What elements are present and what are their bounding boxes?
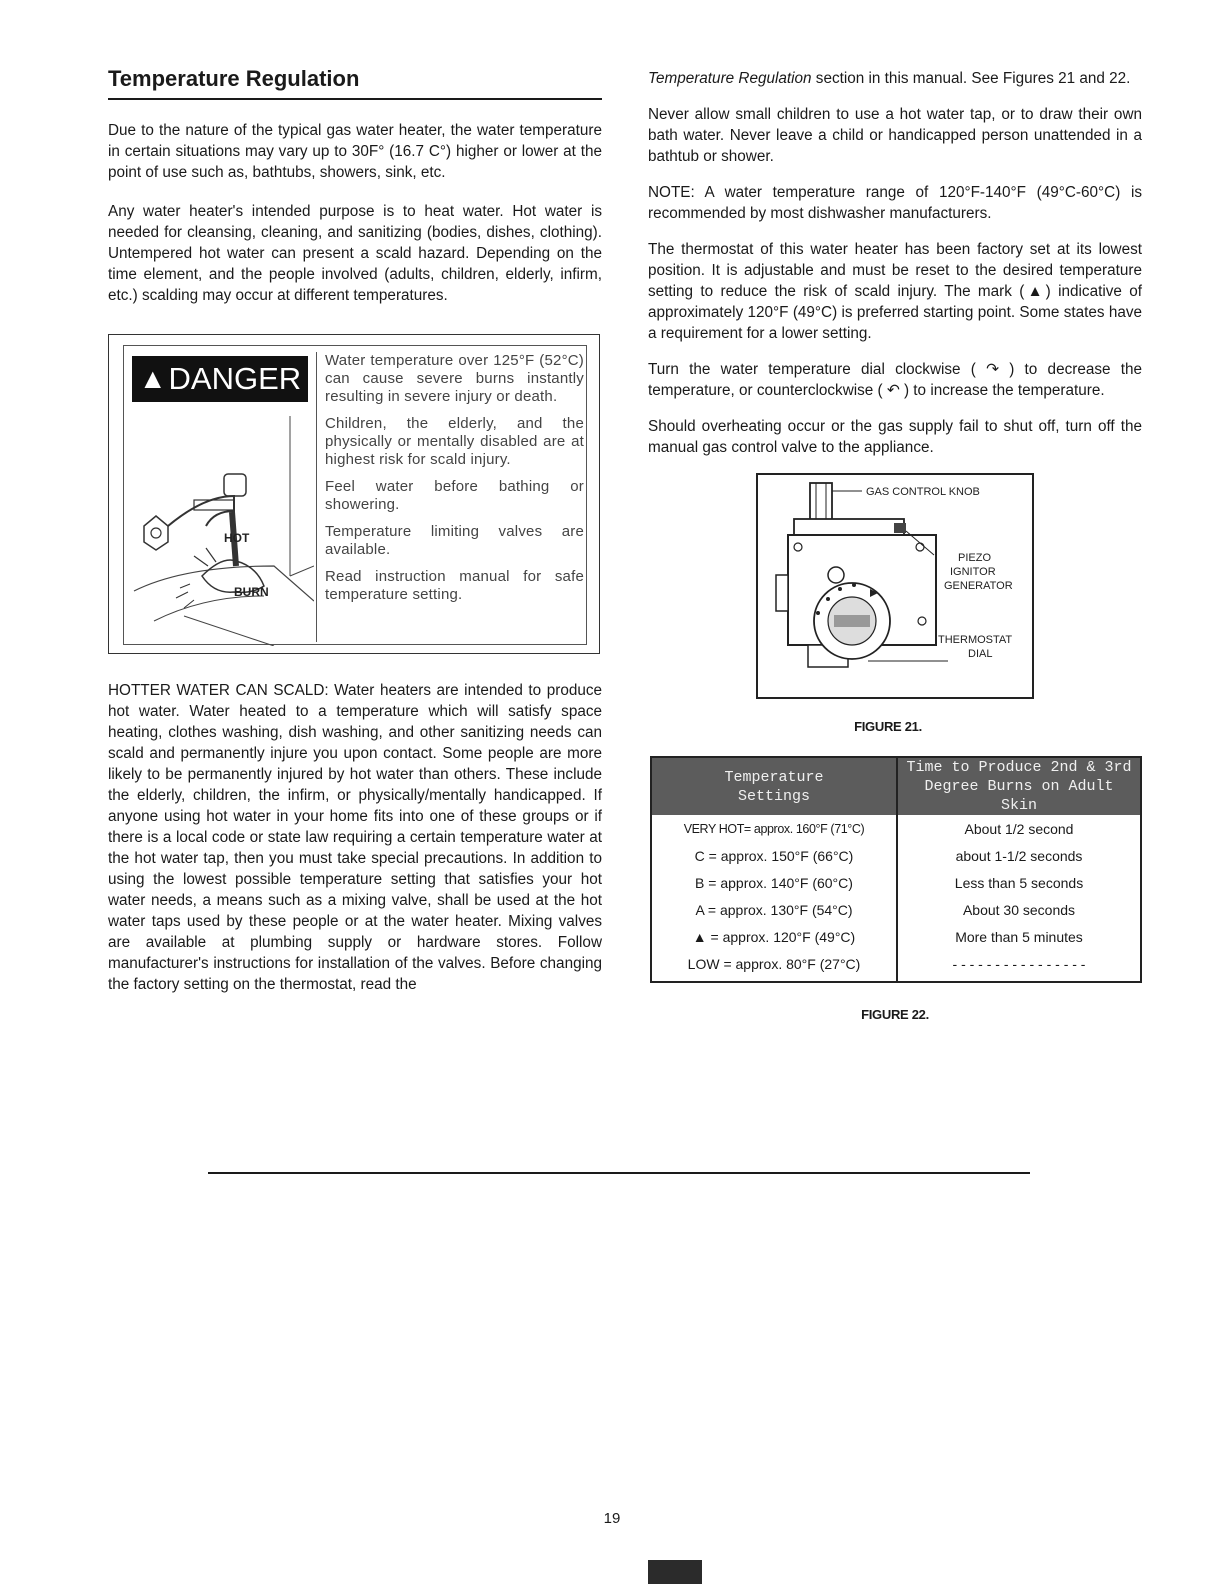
illustration-word-hot: HOT — [224, 531, 250, 545]
right-column — [648, 68, 1142, 1022]
danger-text-column — [316, 352, 584, 642]
hotter-water-paragraph: HOTTER WATER CAN SCALD: Water heaters are intended to produce hot water. Water heated to a temperature which will satisfy space heating, clothes washing, dish washing, and other sanitizing needs can scald and permanently injure you upon contact. Some people are more likely to be permanently injured by hot water than others. These include the elderly, children, the infirm, or physically/mentally handicapped. If anyone using hot water in your home fits into one of these groups or if there is a local code or state law requiring a certain temperature water at the hot water tap, then you must take special precautions. In addition to using the lowest possible temperature setting that satisfies your hot water needs, a means such as a mixing valve, shall be used at the hot water taps used by these people or at the water heater. Mixing valves are available at plumbing supply or hardware stores. Follow manufacturer's instructions for installation of the valves. Before changing the factory setting on the thermostat, read the — [108, 682, 602, 993]
label-dial: DIAL — [968, 648, 993, 660]
burn-time-cell: about 1-1/2 seconds — [955, 847, 1083, 864]
burn-time-cell: More than 5 minutes — [955, 928, 1083, 945]
danger-item: Children, the elderly, and the physically or mentally disabled are at highest risk for scald injury. — [325, 415, 584, 468]
danger-banner-text: DANGER — [168, 361, 302, 396]
label-gas-control-knob: GAS CONTROL KNOB — [866, 486, 980, 498]
header-line: Temperature — [724, 768, 824, 786]
temperature-cell: A = approx. 130°F (54°C) — [651, 896, 897, 923]
gas-control-diagram — [758, 475, 1032, 697]
faucet-scald-illustration — [124, 416, 314, 646]
temperature-cell: C = approx. 150°F (66°C) — [651, 842, 897, 869]
figure-22-scald-table — [650, 756, 1142, 983]
figure-22-caption: FIGURE 22. — [861, 1007, 929, 1022]
temperature-cell: ▲ = approx. 120°F (49°C) — [651, 923, 897, 950]
note-paragraph: NOTE: A water temperature range of 120°F-140°F (49°C-60°C) is recommended by most dishwasher manufacturers. — [648, 184, 1142, 222]
page-number: 19 — [603, 1510, 621, 1527]
temperature-cell: B = approx. 140°F (60°C) — [651, 869, 897, 896]
label-piezo: PIEZO — [958, 552, 992, 564]
header-line: Settings — [737, 787, 810, 805]
figure-21-gas-control — [756, 473, 1034, 699]
scan-edge-mark — [648, 1560, 702, 1584]
danger-item: Temperature limiting valves are available. — [325, 523, 584, 558]
dial-paragraph: Turn the water temperature dial clockwise ( ↷ ) to decrease the temperature, or counterclockwise ( ↶ ) to increase the temperature. — [648, 361, 1142, 399]
table-row — [651, 815, 1141, 842]
label-generator: GENERATOR — [944, 580, 1013, 592]
bottom-divider — [208, 1172, 1030, 1174]
continuation-text: section in this manual. See Figures 21 and 22. — [811, 70, 1131, 87]
label-ignitor: IGNITOR — [950, 566, 996, 578]
figure-21-caption: FIGURE 21. — [854, 719, 922, 734]
danger-label — [108, 334, 600, 654]
purpose-paragraph: Any water heater's intended purpose is to heat water. Hot water is needed for cleansing, cleaning, and sanitizing (bodies, dishes, clothing). Untempered hot water can present a scald hazard. Depending on the time element, and the people involved (adults, children, elderly, infirm, etc.) scalding may occur at different temperatures. — [108, 203, 602, 304]
continuation-paragraph — [648, 68, 1142, 89]
warning-triangle-icon: ▲ — [138, 363, 167, 394]
danger-banner — [132, 356, 308, 402]
table-row — [651, 869, 1141, 896]
danger-item: Water temperature over 125°F (52°C) can cause severe burns instantly resulting in severe injury or death. — [325, 352, 584, 405]
intro-paragraph: Due to the nature of the typical gas water heater, the water temperature in certain situations may vary up to 30F° (16.7 C°) higher or lower at the point of use such as, bathtubs, showers, sink, etc. — [108, 122, 602, 181]
section-title: Temperature Regulation — [108, 66, 602, 100]
left-column — [108, 66, 602, 995]
header-temperature-settings — [651, 757, 897, 815]
thermostat-paragraph: The thermostat of this water heater has been factory set at its lowest position. It is adjustable and must be reset to the desired temperature setting to reduce the risk of scald injury. The mark (▲) indicative of approximately 120°F (49°C) is preferred starting point. Some states have a requirement for a lower setting. — [648, 241, 1142, 342]
table-row — [651, 950, 1141, 982]
danger-label-frame — [123, 345, 587, 645]
header-line: Time to Produce 2nd & 3rd — [906, 759, 1132, 776]
burn-time-cell: About 30 seconds — [962, 901, 1076, 918]
table-row — [651, 923, 1141, 950]
danger-item: Feel water before bathing or showering. — [325, 478, 584, 513]
burn-time-cell: Less than 5 seconds — [954, 874, 1084, 891]
illustration-word-burn: BURN — [234, 585, 269, 599]
children-warning-paragraph: Never allow small children to use a hot water tap, or to draw their own bath water. Never leave a child or handicapped person unattended in a bathtub or shower. — [648, 106, 1142, 165]
danger-item: Read instruction manual for safe temperature setting. — [325, 568, 584, 603]
table-header-row — [651, 757, 1141, 815]
overheat-paragraph: Should overheating occur or the gas supply fail to shut off, turn off the manual gas control valve to the appliance. — [648, 418, 1142, 456]
temperature-cell: LOW = approx. 80°F (27°C) — [651, 950, 897, 982]
label-thermostat: THERMOSTAT — [938, 634, 1013, 646]
section-reference: Temperature Regulation — [648, 70, 812, 87]
burn-time-cell: - - - - - - - - - - - - - - - - — [952, 955, 1086, 972]
burn-time-cell: About 1/2 second — [964, 820, 1074, 837]
header-line: Degree Burns on Adult Skin — [924, 778, 1114, 814]
table-row — [651, 896, 1141, 923]
temperature-cell: VERY HOT= approx. 160°F (71°C) — [651, 815, 897, 842]
header-burn-time — [897, 757, 1141, 815]
table-row — [651, 842, 1141, 869]
